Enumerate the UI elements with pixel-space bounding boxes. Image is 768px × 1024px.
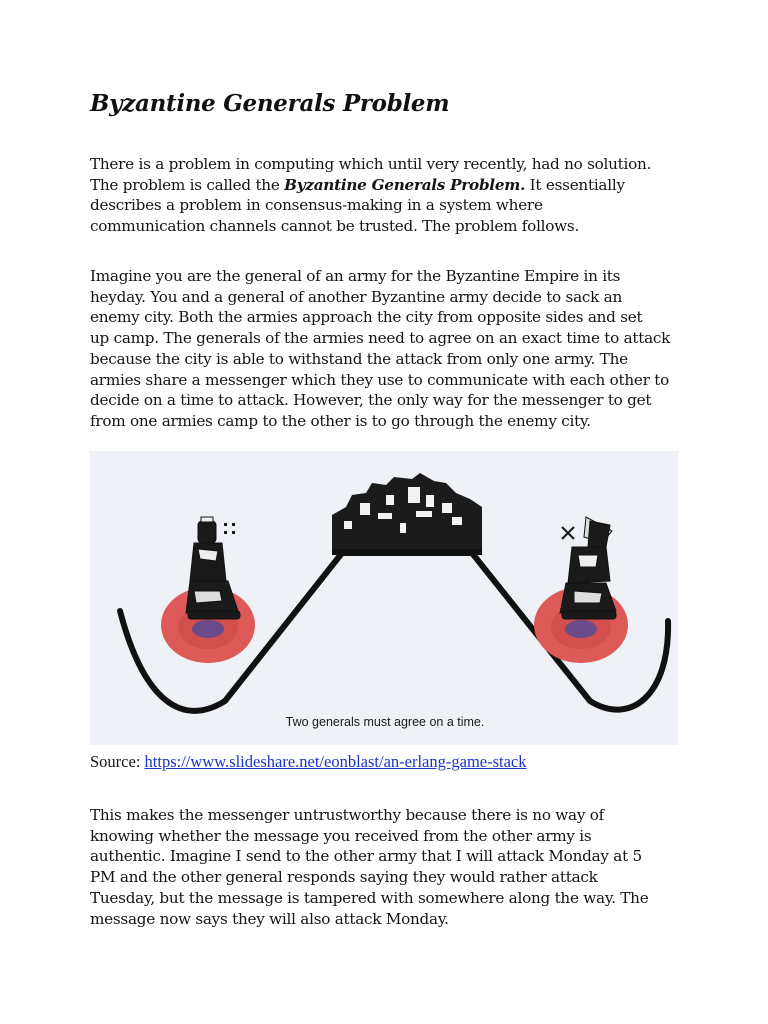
paragraph-line: heyday. You and a general of another Byzantine army decide to sack an [90, 287, 622, 306]
paragraph-line: describes a problem in consensus-making in a system where [90, 196, 543, 215]
paragraph-line: message now says they will also attack Monday. [90, 909, 449, 928]
source-label: Source: [90, 752, 145, 771]
paragraph-text: The problem is called the [90, 175, 285, 194]
paragraph-line: because the city is able to withstand the attack from only one army. The [90, 349, 628, 368]
enemy-city-icon [332, 473, 482, 555]
document-title: Byzantine Generals Problem [90, 90, 450, 117]
paragraph-line: communication channels cannot be trusted. The problem follows. [90, 217, 580, 236]
paragraph-line: Tuesday, but the message is tampered with somewhere along the way. The [90, 888, 649, 907]
left-army-camp [161, 517, 255, 663]
paragraph-line: decide on a time to attack. However, the only way for the messenger to get [90, 391, 652, 410]
paragraph-line: There is a problem in computing which until very recently, had no solution. [90, 155, 652, 173]
source-link[interactable]: https://www.slideshare.net/eonblast/an-erlang-game-stack [144, 752, 527, 771]
paragraph-line: This makes the messenger untrustworthy because there is no way of [90, 806, 605, 824]
right-army-camp [534, 517, 628, 663]
cross-icon [562, 527, 574, 539]
intro-paragraph [90, 154, 700, 237]
left-general-icon [186, 517, 240, 619]
paragraph-line [90, 175, 700, 196]
paragraph-line: authentic. Imagine I send to the other army that I will attack Monday at 5 [90, 847, 642, 866]
paragraph-line: knowing whether the message you received from the other army is [90, 826, 592, 845]
paragraph-text: It essentially [525, 175, 625, 194]
paragraph-line: enemy city. Both the armies approach the city from opposite sides and set [90, 308, 643, 327]
emphasized-term: Byzantine Generals Problem. [284, 175, 526, 194]
paragraph-line: PM and the other general responds saying they would rather attack [90, 868, 598, 887]
paragraph-line: Imagine you are the general of an army for the Byzantine Empire in its [90, 267, 621, 285]
paragraph-line: armies share a messenger which they use to communicate with each other to [90, 370, 669, 389]
thinking-dots-icon [224, 523, 235, 534]
two-generals-illustration [90, 451, 678, 745]
source-line [90, 752, 527, 772]
conclusion-paragraph [90, 805, 700, 929]
paragraph-line: from one armies camp to the other is to go through the enemy city. [90, 411, 591, 430]
scenario-paragraph [90, 266, 700, 432]
paragraph-line: up camp. The generals of the armies need to agree on an exact time to attack [90, 329, 671, 348]
figure-caption: Two generals must agree on a time. [285, 715, 485, 729]
